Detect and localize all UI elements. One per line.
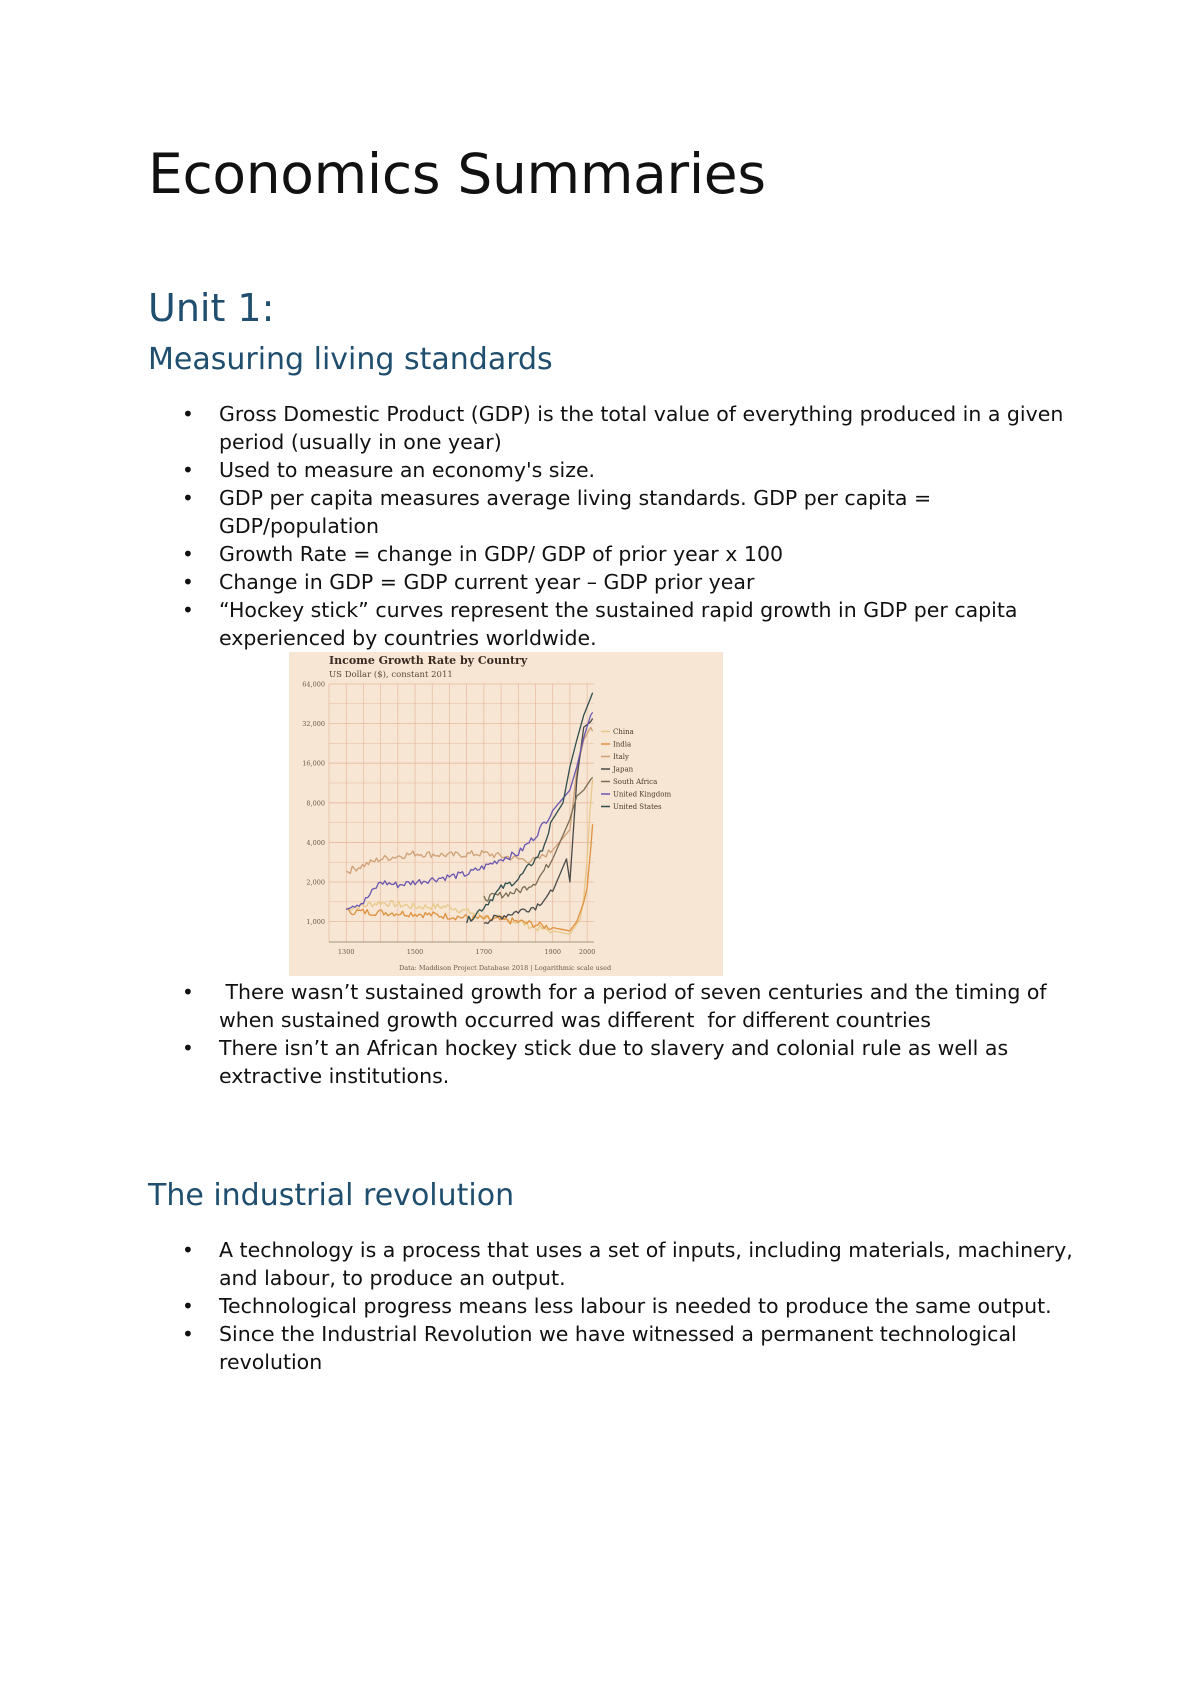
x-tick-label: 1500 (406, 948, 424, 956)
legend-label: United States (613, 803, 662, 811)
chart-source-note: Data: Maddison Project Database 2018 | Logarithmic scale used (399, 964, 612, 972)
list-item: • A technology is a process that uses a set of inputs, including materials, machinery, and labour, to produce an output. (148, 1236, 1078, 1292)
legend-label: China (613, 728, 634, 736)
unit-heading: Unit 1: (148, 286, 275, 330)
legend-label: Italy (613, 753, 629, 761)
chart-title: Income Growth Rate by Country (329, 654, 528, 667)
list-item: • Used to measure an economy's size. (148, 456, 1078, 484)
y-tick-label: 4,000 (306, 838, 325, 847)
y-tick-label: 1,000 (306, 918, 325, 927)
list-item: • There isn’t an African hockey stick due to slavery and colonial rule as well as extractive institutions. (148, 1034, 1078, 1090)
series-line-india (346, 824, 592, 931)
legend-label: India (613, 740, 632, 749)
x-tick-label: 2000 (578, 948, 596, 956)
chart-subtitle: US Dollar ($), constant 2011 (329, 670, 453, 680)
list-item: • GDP per capita measures average living standards. GDP per capita = GDP/population (148, 484, 1078, 540)
y-tick-label: 2,000 (306, 878, 325, 887)
list-item: • Technological progress means less labour is needed to produce the same output. (148, 1292, 1078, 1320)
series-line-united-kingdom (346, 712, 592, 909)
y-tick-label: 64,000 (302, 680, 325, 689)
income-growth-chart (289, 652, 723, 976)
x-tick-label: 1700 (475, 948, 493, 956)
growth-history-bullets (148, 978, 1078, 1090)
x-tick-label: 1900 (544, 948, 561, 956)
list-item: • Gross Domestic Product (GDP) is the total value of everything produced in a given period (usually in one year) (148, 400, 1078, 456)
x-tick-label: 1300 (337, 948, 355, 956)
y-tick-label: 32,000 (302, 720, 325, 729)
series-line-south-africa (484, 777, 593, 901)
living-standards-bullets (148, 400, 1078, 652)
y-tick-label: 8,000 (306, 799, 325, 808)
legend-label: South Africa (613, 778, 658, 786)
y-tick-label: 16,000 (302, 759, 325, 768)
legend-label: United Kingdom (613, 790, 672, 799)
list-item: • Growth Rate = change in GDP/ GDP of prior year x 100 (148, 540, 1078, 568)
chart-series (346, 693, 592, 935)
list-item: • Change in GDP = GDP current year – GDP prior year (148, 568, 1078, 596)
section-heading-living-standards: Measuring living standards (148, 342, 553, 377)
section-heading-industrial-revolution: The industrial revolution (148, 1178, 515, 1213)
list-item: • Since the Industrial Revolution we have witnessed a permanent technological revolution (148, 1320, 1078, 1376)
list-item: • There wasn’t sustained growth for a period of seven centuries and the timing of when sustained growth occurred was different for different countries (148, 978, 1078, 1034)
legend-label: Japan (613, 765, 634, 774)
document-title: Economics Summaries (148, 142, 766, 206)
chart-legend (601, 728, 671, 811)
industrial-revolution-bullets (148, 1236, 1078, 1376)
list-item: • “Hockey stick” curves represent the sustained rapid growth in GDP per capita experienced by countries worldwide. (148, 596, 1078, 652)
chart-svg (289, 652, 723, 976)
